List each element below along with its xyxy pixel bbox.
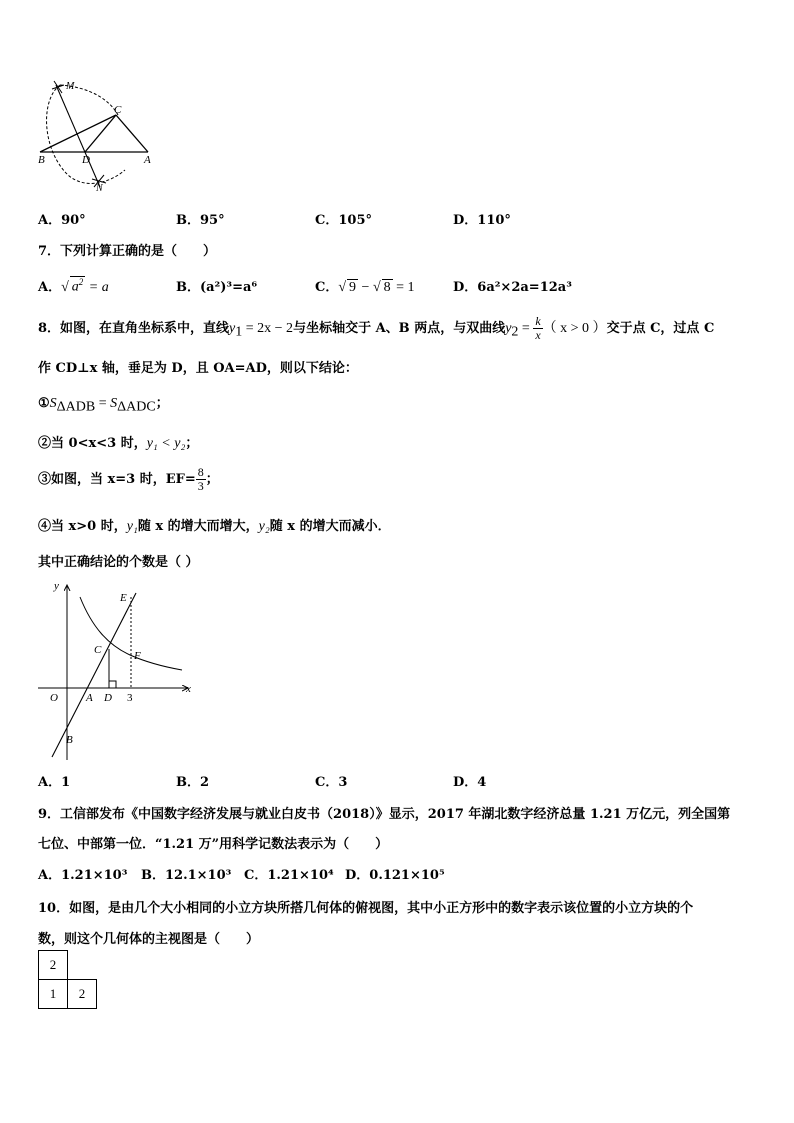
cross-mark-m [52, 81, 64, 93]
point-label-a: A [86, 692, 93, 704]
q7-c-radicand-2: 8 [383, 280, 391, 295]
top-view-grid [38, 950, 97, 1009]
line-y1 [52, 593, 136, 757]
q7-option-b: B．(a²)³=a⁶ [176, 280, 258, 295]
label-m: M [66, 81, 75, 92]
q8-conclusion-4: ④当 x>0 时，y₁随 x 的增大而增大，y₂随 x 的增大而减小． [38, 519, 391, 534]
q7-a-rhs: = a [85, 280, 109, 295]
construction-arc [47, 85, 125, 183]
sqrt-sign: √ [61, 280, 69, 295]
q8-option-d: D．4 [453, 775, 487, 790]
q8-stem-line1: 8．如图，在直角坐标系中，直线$y_1 = 2x - 2$与坐标轴交于 A、B 两点，与双曲线$y_2$ = $\frac{k}{x}$ （ x > 0 ）交于点 C，过点 C [38, 314, 715, 342]
q8-option-a: A．1 [38, 775, 71, 790]
q9-option-a: A．1.21×10³ [38, 868, 128, 883]
label-a: A [144, 154, 151, 166]
q7-option-c: C．√ 9 − √ 8 = 1 [315, 280, 415, 295]
coordinate-graph-figure [30, 575, 200, 765]
q7-stem: 7．下列计算正确的是（ ） [38, 244, 217, 259]
q8-conclusion-1: $①S_{\Delta ADB} = S_{\Delta ADC}$； [38, 396, 169, 415]
q7-a-radicand: $a^2$ [71, 277, 84, 295]
grid-cell-bottom-left: 1 [39, 980, 68, 1009]
point-label-c: C [94, 644, 102, 656]
q7-a-prefix: A． [38, 280, 62, 295]
q10-stem-line2: 数，则这个几何体的主视图是（ ） [38, 932, 260, 947]
q10-stem-line1: 10．如图，是由几个大小相同的小立方块所搭几何体的俯视图，其中小正方形中的数字表示该位置的小立方块的个 [38, 901, 694, 916]
q8-option-b: B．2 [176, 775, 210, 790]
triangle-construction-figure [30, 75, 160, 195]
axis-label-y: y [54, 580, 59, 592]
q8-stem-line2: 作 CD⊥x 轴，垂足为 D，且 OA=AD，则以下结论： [38, 361, 358, 376]
q9-option-d: D．0.121×10⁵ [345, 868, 445, 883]
q9-stem-line1: 9．工信部发布《中国数字经济发展与就业白皮书（2018）》显示，2017 年湖北数字经济总量 1.21 万亿元，列全国第 [38, 807, 731, 822]
point-label-d: D [104, 692, 112, 704]
q6-option-d: D．110° [453, 213, 511, 228]
q6-option-b: B．95° [176, 213, 225, 228]
segment-cd [85, 115, 116, 152]
eight-thirds-fraction: $\frac{8}{3}$ [197, 465, 204, 493]
origin-label-o: O [50, 692, 58, 704]
label-n: N [96, 183, 103, 194]
label-d: D [82, 154, 90, 166]
q9-stem-line2: 七位、中部第一位．“1.21 万”用科学记数法表示为（ ） [38, 837, 389, 852]
grid-cell-top-left: 2 [39, 951, 68, 980]
q7-option-d: D．6a²×2a=12a³ [453, 280, 572, 295]
label-c: C [114, 104, 122, 116]
perpendicular-bisector-mn [56, 85, 100, 187]
q8-option-c: C．3 [315, 775, 348, 790]
segment-ca [116, 115, 148, 152]
k-over-x-fraction: $\frac{k}{x}$ [535, 314, 541, 342]
q8-conclusion-2: ②当 0<x<3 时，y₁ < y₂； [38, 436, 199, 451]
q7-c-prefix: C． [315, 280, 339, 295]
q7-option-a [38, 276, 109, 296]
q8-conclusion-3: ③如图，当 x=3 时，EF= $\frac{8}{3}$ ； [38, 465, 219, 493]
segment-bc [40, 115, 116, 152]
q9-option-c: C．1.21×10⁴ [244, 868, 334, 883]
label-b: B [38, 154, 45, 166]
point-label-b: B [66, 734, 73, 746]
grid-cell-empty [68, 951, 97, 980]
right-angle-mark [109, 681, 116, 688]
q9-option-b: B．12.1×10³ [141, 868, 232, 883]
tick-label-3: 3 [127, 692, 133, 704]
q6-option-c: C．105° [315, 213, 372, 228]
q6-option-a: A．90° [38, 213, 86, 228]
q8-ask: 其中正确结论的个数是（ ） [38, 555, 199, 570]
point-label-f: F [134, 650, 141, 662]
q7-c-radicand-1: 9 [349, 280, 357, 295]
point-label-e: E [120, 592, 127, 604]
grid-cell-bottom-right: 2 [68, 980, 97, 1009]
axis-label-x: x [186, 683, 191, 695]
